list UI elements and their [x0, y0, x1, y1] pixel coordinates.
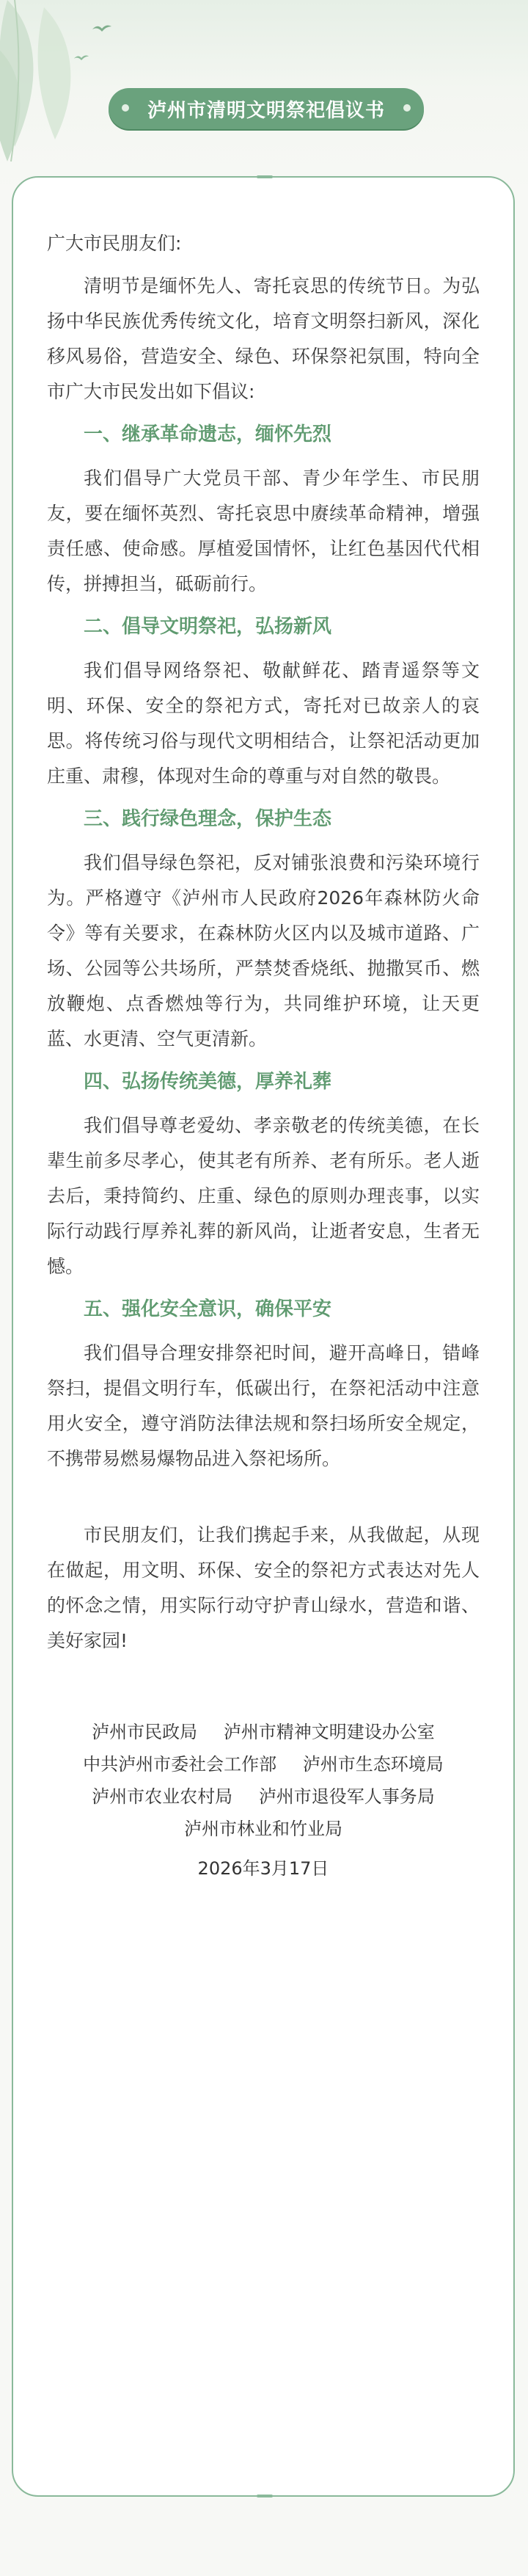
leaf-icon [0, 0, 70, 161]
section-heading-1: 一、继承革命遗志，缅怀先烈 [84, 423, 332, 445]
closing-paragraph: 市民朋友们，让我们携起手来，从我做起，从现在做起，用文明、环保、安全的祭祀方式表达对先人的怀念之情，用实际行动守护青山绿水，营造和谐、美好家园! [47, 1524, 480, 1651]
card-bottom-tick [257, 2495, 273, 2497]
section-body-2: 我们倡导网络祭祀、敬献鲜花、踏青遥祭等文明、环保、安全的祭祀方式，寄托对已故亲人的哀思。将传统习俗与现代文明相结合，让祭祀活动更加庄重、肃穆，体现对生命的尊重与对自然的敬畏。 [47, 660, 480, 787]
section-heading-5: 五、强化安全意识，确保平安 [84, 1298, 332, 1320]
issue-date: 2026年3月17日 [197, 1858, 329, 1879]
greeting: 广大市民朋友们: [47, 233, 182, 254]
signer-name: 泸州市林业和竹业局 [184, 1819, 342, 1839]
section-heading-4: 四、弘扬传统美德，厚养礼葬 [84, 1071, 332, 1093]
section-heading-3: 三、践行绿色理念，保护生态 [84, 808, 332, 830]
title-banner [109, 88, 424, 137]
section-body-3: 我们倡导绿色祭祀，反对铺张浪费和污染环境行为。严格遵守《泸州市人民政府2026年森林防火命令》等有关要求，在森林防火区内以及城市道路、广场、公园等公共场所，严禁焚香烧纸、抛撒冥币、燃放鞭炮、点香燃烛等行为，共同维护环境，让天更蓝、水更清、空气更清新。 [47, 852, 480, 1049]
signer-row [47, 1813, 480, 1845]
title-pill [109, 88, 424, 129]
signer-row [47, 1748, 480, 1780]
signer-name: 泸州市生态环境局 [302, 1754, 444, 1775]
proposal-card [12, 176, 515, 2497]
bird-icon [73, 53, 89, 63]
dot-icon [122, 104, 129, 112]
signer-row [47, 1716, 480, 1748]
section-body-5: 我们倡导合理安排祭祀时间，避开高峰日，错峰祭扫，提倡文明行车，低碳出行，在祭祀活动中注意用火安全，遵守消防法律法规和祭扫场所安全规定，不携带易燃易爆物品进入祭祀场所。 [47, 1342, 480, 1469]
signer-row [47, 1780, 480, 1813]
signers-block [47, 1716, 480, 1845]
section-heading-2: 二、倡导文明祭祀，弘扬新风 [84, 616, 332, 638]
bird-icon [92, 22, 112, 35]
signer-name: 泸州市退役军人事务局 [258, 1786, 435, 1807]
section-body-1: 我们倡导广大党员干部、青少年学生、市民朋友，要在缅怀英烈、寄托哀思中赓续革命精神，增强责任感、使命感。厚植爱国情怀，让红色基因代代相传，拼搏担当，砥砺前行。 [47, 467, 480, 594]
proposal-content [47, 226, 480, 1886]
signer-name: 泸州市民政局 [92, 1722, 198, 1742]
signer-name: 中共泸州市委社会工作部 [83, 1754, 277, 1775]
intro-paragraph: 清明节是缅怀先人、寄托哀思的传统节日。为弘扬中华民族优秀传统文化，培育文明祭扫新风，深化移风易俗，营造安全、绿色、环保祭祀氛围，特向全市广大市民发出如下倡议: [47, 275, 480, 402]
section-body-4: 我们倡导尊老爱幼、孝亲敬老的传统美德，在长辈生前多尽孝心，使其老有所养、老有所乐。老人逝去后，秉持简约、庄重、绿色的原则办理丧事，以实际行动践行厚养礼葬的新风尚，让逝者安息，生者无憾。 [47, 1115, 480, 1277]
page-title: 泸州市清明文明祭祀倡议书 [147, 99, 385, 122]
card-top-tick [257, 175, 273, 178]
dot-icon [403, 104, 411, 112]
signer-name: 泸州市农业农村局 [92, 1786, 233, 1807]
signer-name: 泸州市精神文明建设办公室 [223, 1722, 435, 1742]
